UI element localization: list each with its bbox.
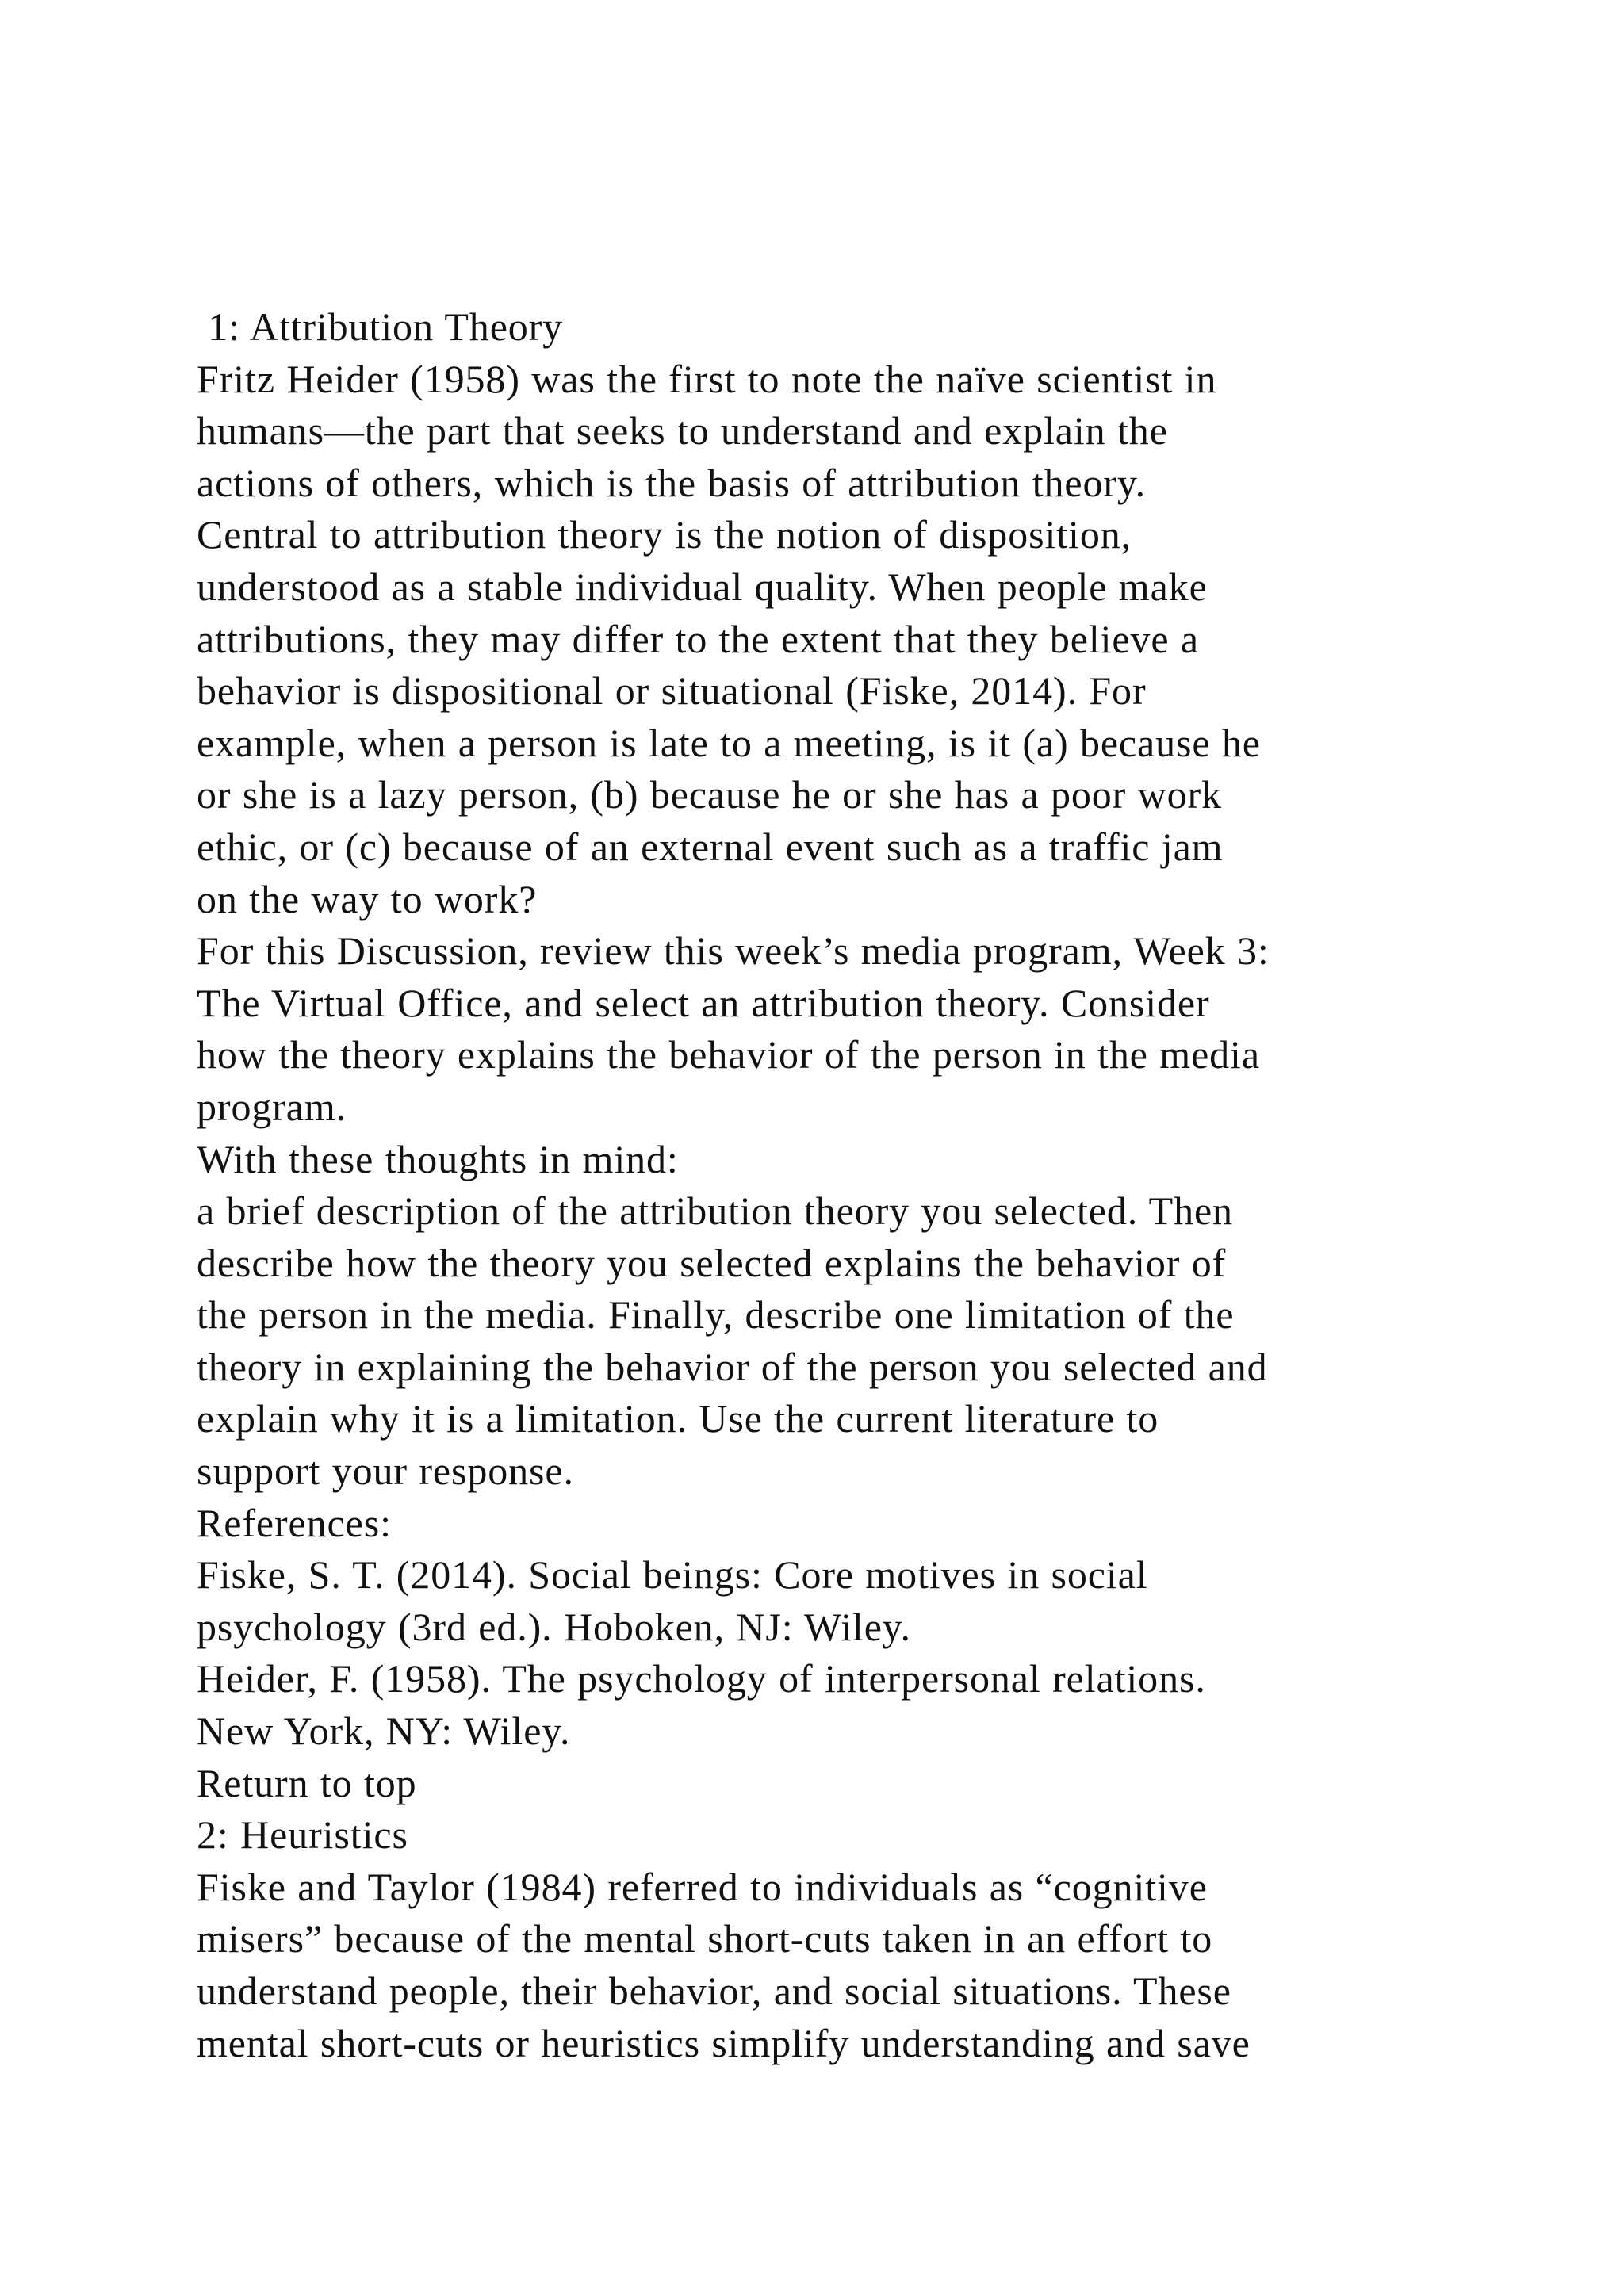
section-heading-heuristics: 2: Heuristics [197, 1812, 408, 1858]
paragraph-line: the person in the media. Finally, describe one limitation of the [197, 1292, 1235, 1337]
return-to-top-text: Return to top [197, 1760, 417, 1805]
paragraph-line: describe how the theory you selected explains the behavior of [197, 1240, 1227, 1285]
references-heading: References: [197, 1500, 392, 1545]
paragraph-line: support your response. [197, 1448, 574, 1494]
paragraph-line: The Virtual Office, and select an attribution theory. Consider [197, 980, 1210, 1025]
paragraph-line: how the theory explains the behavior of the person in the media [197, 1032, 1260, 1077]
paragraph-line: actions of others, which is the basis of attribution theory. [197, 460, 1147, 505]
paragraph-line: a brief description of the attribution theory you selected. Then [197, 1188, 1233, 1234]
paragraph-line: humans—the part that seeks to understand and explain the [197, 408, 1168, 453]
paragraph-line: on the way to work? [197, 876, 538, 921]
paragraph-line: example, when a person is late to a meeting, is it (a) because he [197, 720, 1261, 765]
paragraph-line: explain why it is a limitation. Use the current literature to [197, 1396, 1159, 1441]
reference-line: New York, NY: Wiley. [197, 1709, 571, 1754]
paragraph-line: misers” because of the mental short-cuts taken in an effort to [197, 1916, 1213, 1961]
paragraph-line: mental short-cuts or heuristics simplify understanding and save [197, 2020, 1251, 2065]
section-heading-attribution-theory: 1: Attribution Theory [197, 304, 564, 349]
paragraph-line: Fritz Heider (1958) was the first to note the naïve scientist in [197, 356, 1217, 401]
document-body [197, 301, 1608, 2069]
paragraph-line: understand people, their behavior, and social situations. These [197, 1969, 1231, 2013]
paragraph-line: or she is a lazy person, (b) because he or she has a poor work [197, 772, 1222, 817]
paragraph-line: Central to attribution theory is the notion of disposition, [197, 512, 1132, 557]
paragraph-line: understood as a stable individual quality. When people make [197, 564, 1208, 609]
paragraph-line: theory in explaining the behavior of the person you selected and [197, 1344, 1268, 1389]
reference-line: Fiske, S. T. (2014). Social beings: Core motives in social [197, 1552, 1148, 1598]
paragraph-line: program. [197, 1084, 347, 1129]
paragraph-line: With these thoughts in mind: [197, 1136, 679, 1181]
paragraph-line: For this Discussion, review this week’s media program, Week 3: [197, 928, 1270, 974]
paragraph-line: ethic, or (c) because of an external event such as a traffic jam [197, 824, 1224, 869]
reference-line: Heider, F. (1958). The psychology of interpersonal relations. [197, 1656, 1206, 1701]
reference-line: psychology (3rd ed.). Hoboken, NJ: Wiley. [197, 1604, 911, 1649]
paragraph-line: behavior is dispositional or situational (Fiske, 2014). For [197, 668, 1147, 714]
paragraph-line: attributions, they may differ to the extent that they believe a [197, 616, 1200, 661]
paragraph-line: Fiske and Taylor (1984) referred to individuals as “cognitive [197, 1864, 1208, 1909]
